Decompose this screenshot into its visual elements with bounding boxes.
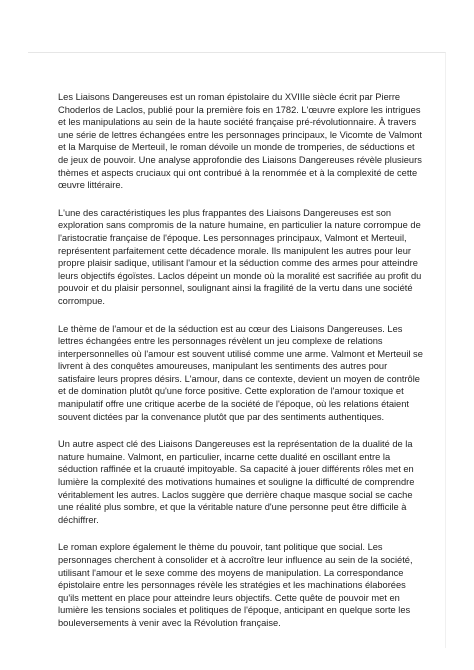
document-body bbox=[58, 91, 426, 645]
paragraph-5: Le roman explore également le thème du pouvoir, tant politique que social. Les personnages cherchent à consolider et à accroître leur influence au sein de la société, utilisant l'amour et le sexe comme des moyens de manipulation. La correspondance épistolaire entre les personnages révèle les stratégies et les machinations élaborées qu'ils mettent en place pour atteindre leurs objectifs. Cette quête de pouvoir met en lumière les tensions sociales et politiques de l'époque, anticipant en quelque sorte les bouleversements à venir avec la Révolution française. bbox=[58, 542, 413, 628]
paragraph-3: Le thème de l'amour et de la séduction est au cœur des Liaisons Dangereuses. Les lettres échangées entre les personnages révèlent un jeu complexe de relations interpersonnelles où l'amour est souvent utilisé comme une arme. Valmont et Merteuil se livrent à des conquêtes amoureuses, manipulant les sentiments des autres pour satisfaire leurs propres désirs. L'amour, dans ce contexte, devient un moyen de contrôle et de domination plutôt qu'une force positive. Cette exploration de l'amour toxique et manipulatif offre une critique acerbe de la société de l'époque, où les relations étaient souvent dictées par la convenance plutôt que par des sentiments authentiques. bbox=[58, 323, 423, 422]
paragraph-4: Un autre aspect clé des Liaisons Dangereuses est la représentation de la dualité de la nature humaine. Valmont, en particulier, incarne cette dualité en oscillant entre la séduction raffinée et la cruauté impitoyable. Sa capacité à jouer différents rôles met en lumière la complexité des motivations humaines et souligne la difficulté de comprendre véritablement les autres. Laclos suggère que derrière chaque masque social se cache une réalité plus sombre, et que la véritable nature d'une personne peut être difficile à déchiffrer. bbox=[58, 439, 415, 525]
document-page bbox=[28, 52, 446, 648]
paragraph-1: Les Liaisons Dangereuses est un roman épistolaire du XVIIIe siècle écrit par Pierre Choderlos de Laclos, publié pour la première fois en 1782. L'œuvre explore les intrigues et les manipulations au sein de la haute société française pré-révolutionnaire. À travers une série de lettres échangées entre les personnages principaux, le Vicomte de Valmont et la Marquise de Merteuil, le roman dévoile un monde de tromperies, de séductions et de jeux de pouvoir. Une analyse approfondie des Liaisons Dangereuses révèle plusieurs thèmes et aspects cruciaux qui ont contribué à la renommée et à la complexité de cette œuvre littéraire. bbox=[58, 92, 423, 191]
paragraph-2: L'une des caractéristiques les plus frappantes des Liaisons Dangereuses est son exploration sans compromis de la nature humaine, en particulier la nature corrompue de l'aristocratie française de l'époque. Les personnages principaux, Valmont et Merteuil, représentent parfaitement cette décadence morale. Ils manipulent les autres pour leur propre plaisir sadique, utilisant l'amour et la séduction comme des armes pour atteindre leurs objectifs égoïstes. Laclos dépeint un monde où la moralité est sacrifiée au profit du pouvoir et du plaisir personnel, soulignant ainsi la fragilité de la vertu dans une société corrompue. bbox=[58, 207, 422, 306]
